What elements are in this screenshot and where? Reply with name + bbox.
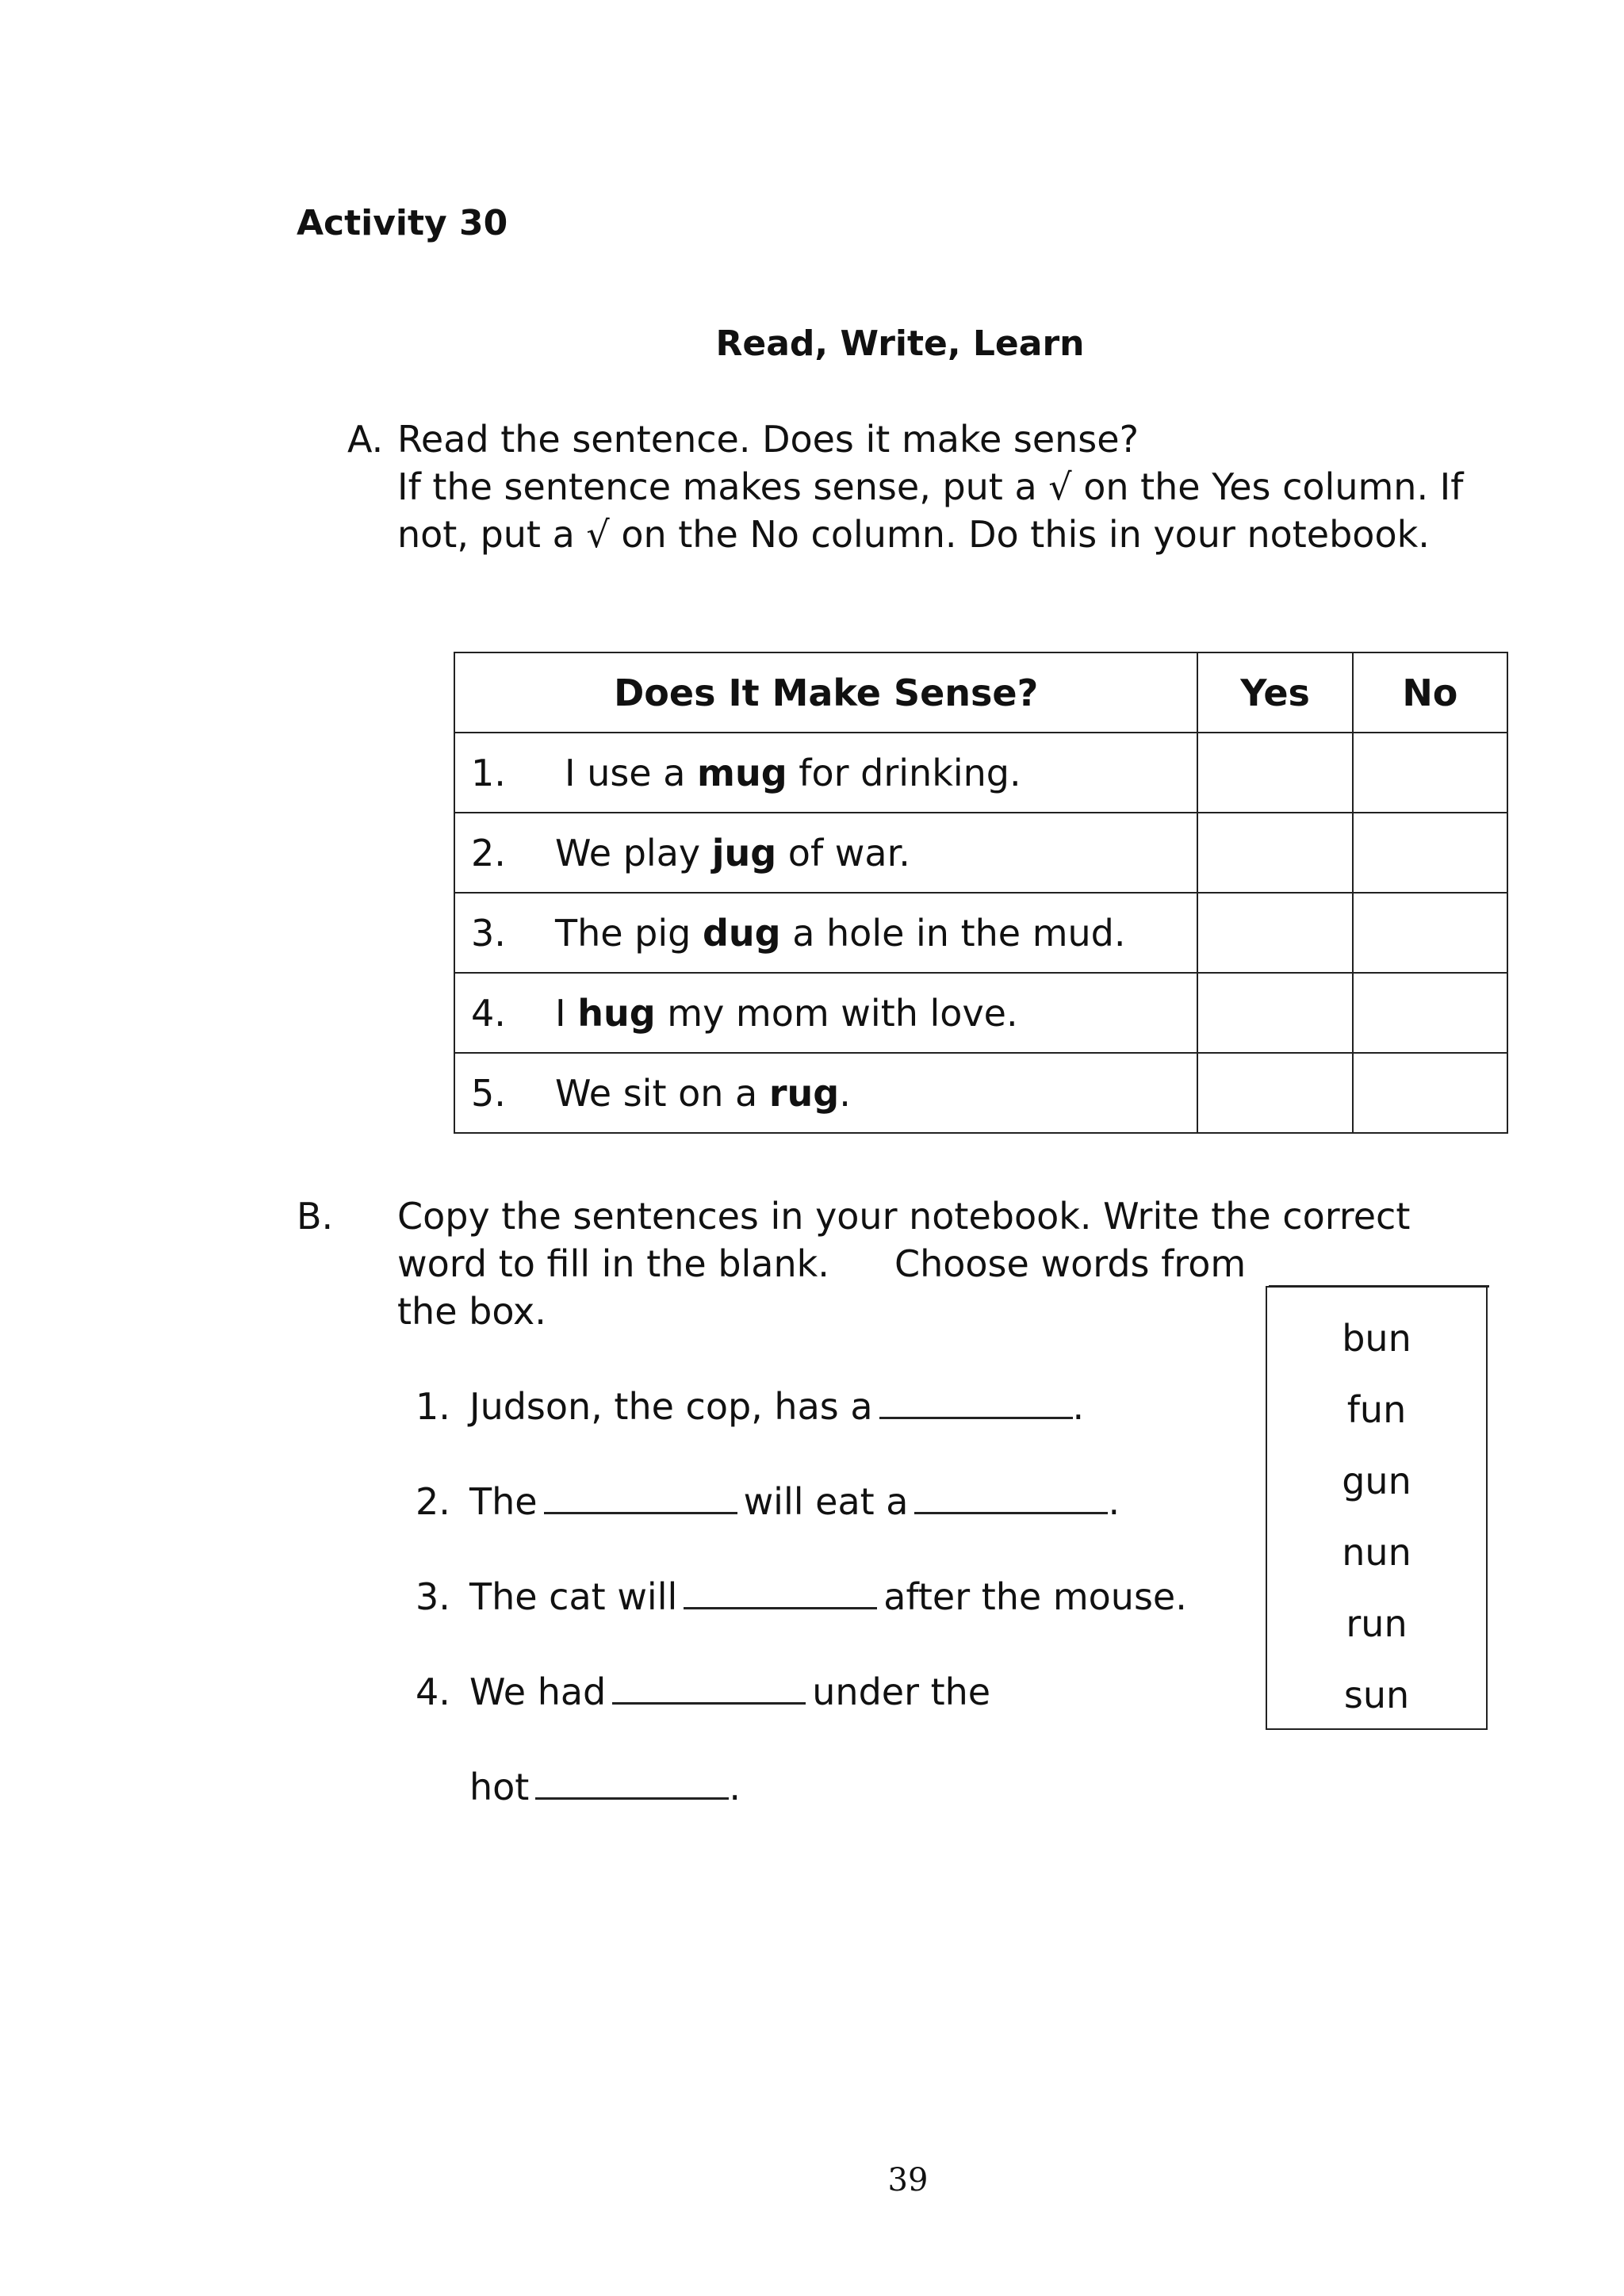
item-text: . — [1072, 1385, 1085, 1428]
no-cell[interactable] — [1353, 813, 1507, 893]
fill-item — [416, 1668, 990, 1716]
section-a-line-1: Read the sentence. Does it make sense? — [397, 418, 1139, 461]
sentence-cell — [454, 893, 1197, 973]
item-number: 1. — [416, 1385, 450, 1428]
sentence-cell — [454, 733, 1197, 813]
fill-item — [416, 1383, 1084, 1430]
row-number: 4. — [471, 991, 506, 1035]
answer-blank[interactable] — [879, 1385, 1073, 1419]
item-text: under the — [812, 1670, 991, 1713]
item-text: hot — [469, 1766, 530, 1808]
word-option: run — [1346, 1602, 1408, 1645]
row-number: 2. — [471, 831, 506, 874]
section-a-line-2: If the sentence makes sense, put a √ on the Yes column. If — [397, 465, 1464, 508]
answer-blank[interactable] — [544, 1480, 737, 1514]
no-cell[interactable] — [1353, 973, 1507, 1053]
yes-cell[interactable] — [1197, 893, 1352, 973]
row-number: 1. — [471, 751, 506, 794]
table-row — [454, 1053, 1507, 1133]
word-option: nun — [1342, 1531, 1411, 1574]
page-number: 39 — [887, 2162, 929, 2198]
yes-cell[interactable] — [1197, 733, 1352, 813]
table-row — [454, 813, 1507, 893]
sentence-after: of war. — [776, 831, 910, 874]
yes-cell[interactable] — [1197, 973, 1352, 1053]
sentence-keyword: jug — [711, 831, 777, 874]
no-cell[interactable] — [1353, 1053, 1507, 1133]
table-row — [454, 893, 1507, 973]
sentence-after: . — [839, 1071, 851, 1115]
sentence-cell — [454, 813, 1197, 893]
row-number: 3. — [471, 911, 506, 955]
make-sense-table — [454, 652, 1508, 1134]
word-box — [1266, 1286, 1488, 1730]
sentence-before: I use a — [565, 751, 698, 794]
word-option: sun — [1343, 1674, 1410, 1716]
section-b-line-2b: Choose words from — [894, 1242, 1247, 1285]
section-a-marker: A. — [347, 418, 384, 461]
item-text: The — [469, 1480, 538, 1523]
item-text: The cat will — [469, 1575, 678, 1618]
item-number: 4. — [416, 1670, 450, 1713]
answer-blank[interactable] — [914, 1480, 1108, 1514]
yes-cell[interactable] — [1197, 1053, 1352, 1133]
item-text: Judson, the cop, has a — [469, 1385, 873, 1428]
sentence-keyword: rug — [768, 1071, 840, 1115]
table-row — [454, 733, 1507, 813]
sentence-after: my mom with love. — [655, 991, 1018, 1035]
word-option: bun — [1342, 1317, 1411, 1360]
item-text: . — [729, 1766, 741, 1808]
header-yes: Yes — [1197, 652, 1352, 733]
section-b-line-2a: word to fill in the blank. — [397, 1242, 829, 1285]
header-question: Does It Make Sense? — [454, 652, 1197, 733]
answer-blank[interactable] — [684, 1575, 877, 1609]
sentence-keyword: hug — [577, 991, 656, 1035]
sentence-cell — [454, 973, 1197, 1053]
page-heading: Read, Write, Learn — [715, 323, 1085, 364]
fill-item — [416, 1573, 1187, 1621]
yes-cell[interactable] — [1197, 813, 1352, 893]
sentence-before: The pig — [555, 911, 703, 955]
item-number: 2. — [416, 1480, 450, 1523]
table-header-row — [454, 652, 1507, 733]
answer-blank[interactable] — [535, 1766, 729, 1800]
sentence-before: We play — [555, 831, 712, 874]
section-a-line-3: not, put a √ on the No column. Do this in your notebook. — [397, 513, 1430, 556]
section-b-line-1: Copy the sentences in your notebook. Write the correct — [397, 1195, 1411, 1238]
table-row — [454, 973, 1507, 1053]
sentence-keyword: dug — [702, 911, 781, 955]
sentence-cell — [454, 1053, 1197, 1133]
section-b-marker: B. — [297, 1195, 334, 1238]
sentence-before: We sit on a — [555, 1071, 769, 1115]
item-text: after the mouse. — [883, 1575, 1187, 1618]
answer-blank[interactable] — [612, 1670, 806, 1705]
word-option: fun — [1346, 1388, 1407, 1431]
section-b-line-3: the box. — [397, 1290, 546, 1333]
item-text: will eat a — [743, 1480, 909, 1523]
item-text: We had — [469, 1670, 607, 1713]
no-cell[interactable] — [1353, 893, 1507, 973]
row-number: 5. — [471, 1071, 506, 1115]
sentence-before: I — [555, 991, 578, 1035]
activity-title: Activity 30 — [297, 203, 508, 243]
item-text: . — [1108, 1480, 1120, 1523]
no-cell[interactable] — [1353, 733, 1507, 813]
fill-item — [416, 1478, 1120, 1525]
sentence-after: for drinking. — [787, 751, 1021, 794]
item-number: 3. — [416, 1575, 450, 1618]
header-no: No — [1353, 652, 1507, 733]
sentence-after: a hole in the mud. — [780, 911, 1126, 955]
sentence-keyword: mug — [697, 751, 787, 794]
fill-item — [469, 1763, 741, 1811]
word-option: gun — [1342, 1460, 1411, 1502]
